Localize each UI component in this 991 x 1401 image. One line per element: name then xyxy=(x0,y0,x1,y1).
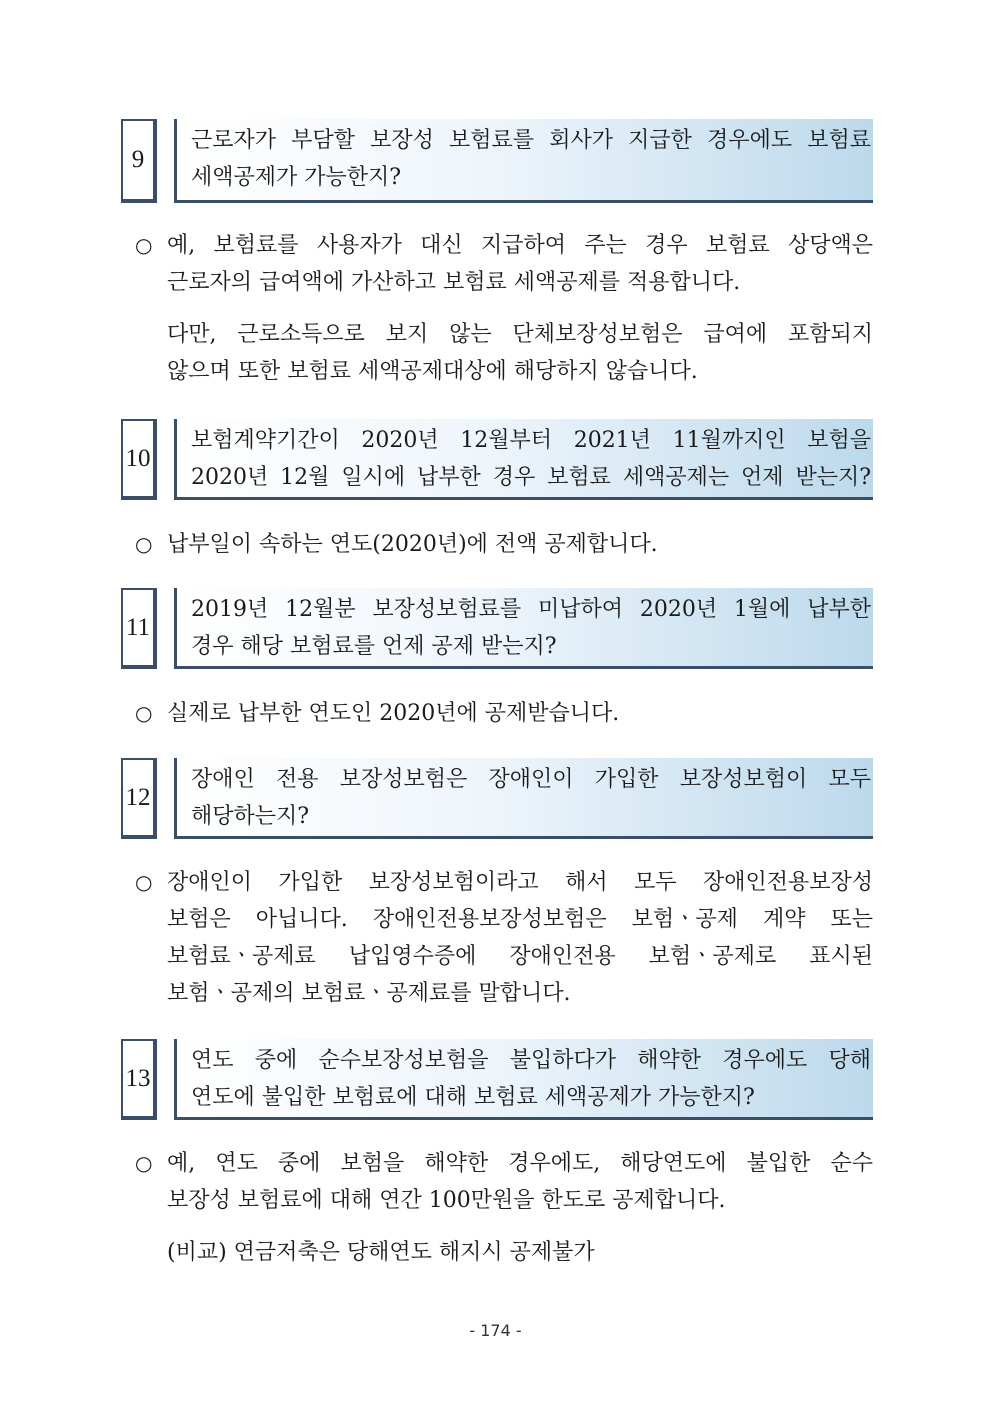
answer-line: 예, 연도 중에 보험을 해약한 경우에도, 해당연도에 불입한 순수 xyxy=(167,1151,873,1176)
answer-12 xyxy=(135,864,873,1012)
question-line: 장애인 전용 보장성보험은 장애인이 가입한 보장성보험이 모두 xyxy=(191,767,871,792)
answer-line: 보험료ㆍ공제료 납입영수증에 장애인전용 보험ㆍ공제로 표시된 xyxy=(167,944,873,969)
question-box xyxy=(174,1039,873,1120)
question-line: 2019년 12월분 보장성보험료를 미납하여 2020년 1월에 납부한 xyxy=(191,597,871,622)
answer-13 xyxy=(135,1145,873,1271)
answer-paragraph xyxy=(167,1145,873,1219)
question-box xyxy=(174,419,873,500)
question-line: 경우 해당 보험료를 언제 공제 받는지? xyxy=(191,634,557,659)
answer-line: 납부일이 속하는 연도(2020년)에 전액 공제합니다. xyxy=(167,532,658,557)
question-number: 12 xyxy=(121,758,157,839)
circle-bullet-icon: ○ xyxy=(135,532,153,556)
question-line: 2020년 12월 일시에 납부한 경우 보험료 세액공제는 언제 받는지? xyxy=(191,465,871,490)
question-line: 연도 중에 순수보장성보험을 불입하다가 해약한 경우에도 당해 xyxy=(191,1048,871,1073)
answer-9 xyxy=(135,227,873,390)
answer-paragraph xyxy=(167,227,873,301)
answer-line: 장애인이 가입한 보장성보험이라고 해서 모두 장애인전용보장성 xyxy=(167,870,873,895)
question-box xyxy=(174,119,873,203)
answer-line: 보험ㆍ공제의 보험료ㆍ공제료를 말합니다. xyxy=(167,981,571,1006)
page-number: - 174 - xyxy=(469,1321,522,1340)
answer-line: 보험은 아닙니다. 장애인전용보장성보험은 보험ㆍ공제 계약 또는 xyxy=(167,907,873,932)
question-line: 해당하는지? xyxy=(191,804,310,829)
circle-bullet-icon: ○ xyxy=(135,701,153,725)
answer-paragraph xyxy=(167,695,873,732)
circle-bullet-icon: ○ xyxy=(135,1151,153,1175)
answer-line: 실제로 납부한 연도인 2020년에 공제받습니다. xyxy=(167,701,620,726)
answer-paragraph xyxy=(167,864,873,1012)
answer-paragraph xyxy=(167,526,873,563)
question-box xyxy=(174,588,873,669)
answer-line: 근로자의 급여액에 가산하고 보험료 세액공제를 적용합니다. xyxy=(167,270,741,295)
answer-paragraph xyxy=(167,1234,873,1271)
question-box xyxy=(174,758,873,839)
answer-line: 예, 보험료를 사용자가 대신 지급하여 주는 경우 보험료 상당액은 xyxy=(167,233,873,258)
answer-11 xyxy=(135,695,873,732)
answer-line: 보장성 보험료에 대해 연간 100만원을 한도로 공제합니다. xyxy=(167,1188,726,1213)
question-12 xyxy=(121,758,873,839)
question-9 xyxy=(121,119,873,203)
question-line: 연도에 불입한 보험료에 대해 보험료 세액공제가 가능한지? xyxy=(191,1085,755,1110)
question-number: 9 xyxy=(121,119,157,203)
question-number: 13 xyxy=(121,1039,157,1120)
answer-line: 않으며 또한 보험료 세액공제대상에 해당하지 않습니다. xyxy=(167,359,698,384)
answer-10 xyxy=(135,526,873,563)
question-number: 11 xyxy=(121,588,157,669)
answer-paragraph xyxy=(167,316,873,390)
question-10 xyxy=(121,419,873,500)
comparison-note: (비교) 연금저축은 당해연도 해지시 공제불가 xyxy=(167,1240,595,1265)
question-line: 근로자가 부담할 보장성 보험료를 회사가 지급한 경우에도 보험료 xyxy=(191,128,871,153)
question-line: 세액공제가 가능한지? xyxy=(191,165,402,190)
question-13 xyxy=(121,1039,873,1120)
circle-bullet-icon: ○ xyxy=(135,870,153,894)
question-number: 10 xyxy=(121,419,157,500)
question-11 xyxy=(121,588,873,669)
answer-line: 다만, 근로소득으로 보지 않는 단체보장성보험은 급여에 포함되지 xyxy=(167,322,873,347)
circle-bullet-icon: ○ xyxy=(135,233,153,257)
question-line: 보험계약기간이 2020년 12월부터 2021년 11월까지인 보험을 xyxy=(191,428,871,453)
